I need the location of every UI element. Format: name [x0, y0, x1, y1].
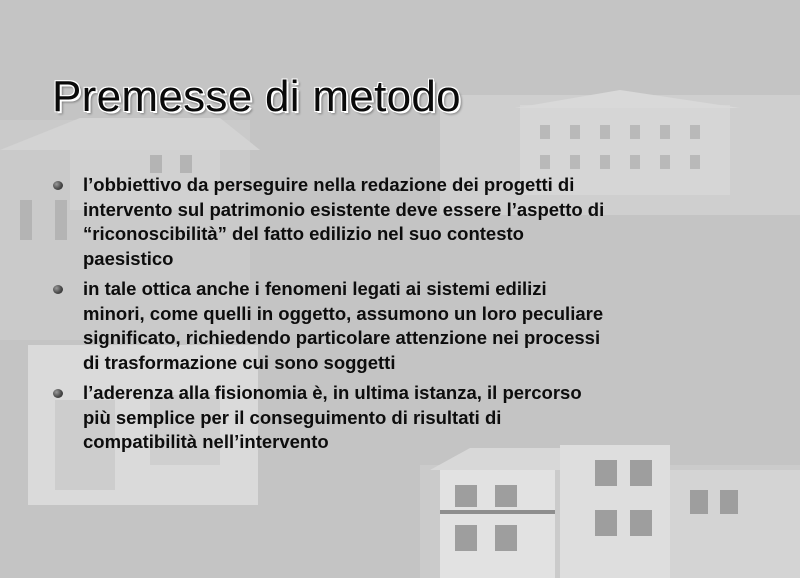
- bullet-line: paesistico: [83, 247, 174, 269]
- bullet-line: l’obbiettivo da perseguire nella redazione dei progetti di: [83, 174, 575, 195]
- bullet-line: di trasformazione cui sono soggetti: [83, 351, 396, 373]
- bullet-list: [50, 173, 750, 461]
- bullet-line: intervento sul patrimonio esistente deve essere l’aspetto di: [83, 198, 605, 220]
- bullet-line: “riconoscibilità” del fatto edilizio nel suo contesto: [83, 223, 524, 244]
- bullet-line: compatibilità nell’intervento: [83, 431, 329, 452]
- bullet-dot-icon: [53, 285, 63, 294]
- bullet-dot-icon: [53, 181, 63, 190]
- bullet-item: [50, 381, 750, 455]
- bullet-item: [50, 173, 750, 271]
- bullet-item: [50, 277, 750, 375]
- bullet-dot-icon: [53, 389, 63, 398]
- bullet-line: l’aderenza alla fisionomia è, in ultima istanza, il percorso: [83, 382, 582, 403]
- bullet-line: minori, come quelli in oggetto, assumono un loro peculiare: [83, 302, 604, 324]
- bullet-line: in tale ottica anche i fenomeni legati ai sistemi edilizi: [83, 278, 547, 299]
- bullet-line: significato, richiedendo particolare attenzione nei processi: [83, 327, 601, 348]
- bullet-line: più semplice per il conseguimento di risultati di: [83, 406, 502, 428]
- slide-title: Premesse di metodo: [52, 72, 461, 121]
